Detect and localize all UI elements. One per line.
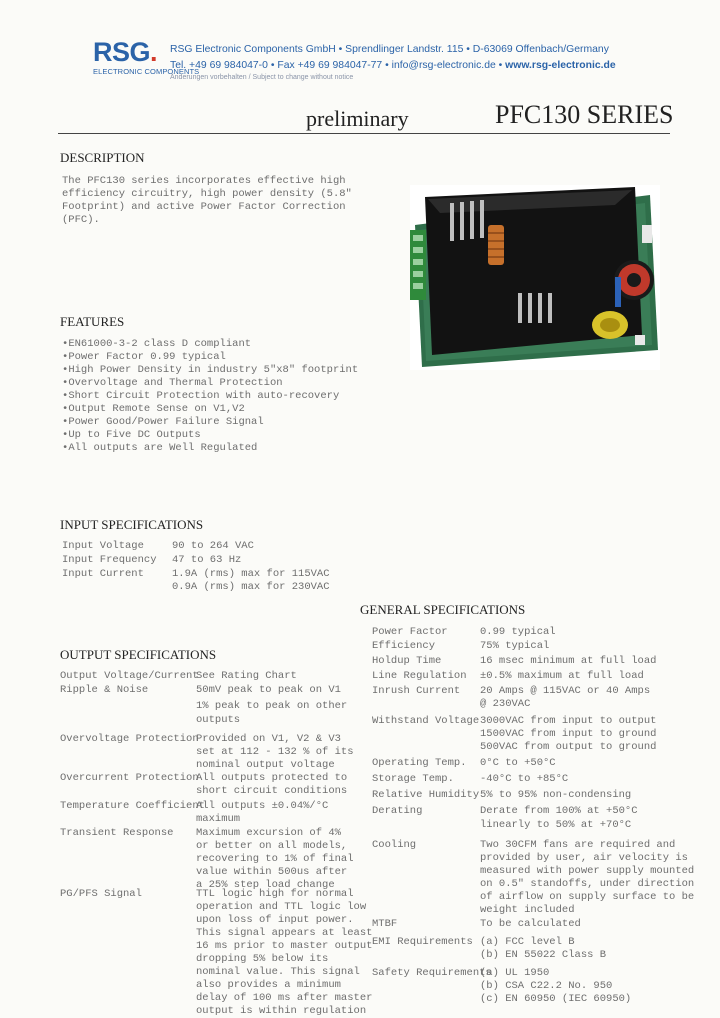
spec-label: PG/PFS Signal <box>60 888 142 900</box>
feature-item: •Overvoltage and Thermal Protection <box>62 377 283 389</box>
website-link[interactable]: www.rsg-electronic.de <box>505 60 616 71</box>
spec-label: Relative Humidity <box>372 789 480 801</box>
spec-label: EMI Requirements <box>372 936 473 948</box>
spec-label: Transient Response <box>60 827 174 839</box>
preliminary-label: preliminary <box>306 106 409 131</box>
description-line: The PFC130 series incorporates effective high <box>62 175 346 187</box>
spec-label: Storage Temp. <box>372 773 454 785</box>
logo-dot: . <box>150 37 158 67</box>
spec-value: 90 to 264 VAC <box>172 540 254 552</box>
feature-item: •Short Circuit Protection with auto-recovery <box>62 390 340 402</box>
company-address: RSG Electronic Components GmbH • Sprendlinger Landstr. 115 • D-63069 Offenbach/Germany <box>170 44 609 55</box>
spec-value: See Rating Chart <box>196 670 297 682</box>
email-link[interactable]: info@rsg-electronic.de <box>391 60 496 71</box>
contact-line: Tel. +49 69 984047-0 • Fax +49 69 984047-77 • info@rsg-electronic.de • www.rsg-electronic.de <box>170 60 616 71</box>
feature-item: •EN61000-3-2 class D compliant <box>62 338 252 350</box>
spec-label: Input Current <box>62 568 144 580</box>
product-photo <box>410 185 660 370</box>
spec-label: Overcurrent Protection <box>60 772 199 784</box>
spec-label: Temperature Coefficient <box>60 800 205 812</box>
feature-item: •Power Factor 0.99 typical <box>62 351 226 363</box>
series-title: PFC130 SERIES <box>495 100 674 129</box>
fax-number: Fax +49 69 984047-77 <box>277 60 383 71</box>
disclaimer: Änderungen vorbehalten / Subject to change without notice <box>170 74 354 81</box>
spec-value: 47 to 63 Hz <box>172 554 242 566</box>
logo-text: RSG <box>93 37 151 67</box>
spec-label: Output Voltage/Current <box>60 670 199 682</box>
spec-label: Overvoltage Protection <box>60 733 199 745</box>
spec-label: Inrush Current <box>372 685 461 697</box>
spec-label: Ripple & Noise <box>60 684 149 696</box>
output-specs-table: Output Voltage/Current See Rating Chart Ripple & Noise 50mV peak to peak on V1 1% peak to peak on other outputs Overvoltage Protection Provided on V1, V2 & V3 set at 112 - 132 % of its nominal output voltage Overcurrent Protection All outputs protected to short circuit conditions Temperature Coefficient All outputs ±0.04%/°C maximum Transient Response Maximum excursion of 4% or better on all models, recovering to 1% of final value within 500us after a 25% step load change PG/PFS Signal TTL logic high for normal operation and TTL logic low upon loss of input power. This signal appears at least 16 ms prior to master output dropping 5% below its nominal value. This signal also provides a minimum delay of 100 ms after master output is within regulation <box>60 670 373 1017</box>
features-heading: FEATURES <box>60 314 125 329</box>
spec-label: Operating Temp. <box>372 757 467 769</box>
general-specs-heading: GENERAL SPECIFICATIONS <box>360 602 526 617</box>
spec-label: Power Factor <box>372 626 448 638</box>
logo-subtitle: ELECTRONIC COMPONENTS <box>93 67 200 76</box>
description-line: Footprint) and active Power Factor Correction <box>62 201 346 213</box>
description-text <box>62 175 402 227</box>
description-line: (PFC). <box>62 214 100 226</box>
description-line: efficiency circuitry, high power density (5.8" <box>62 188 352 200</box>
spec-label: Derating <box>372 805 423 817</box>
phone-number: Tel. +49 69 984047-0 <box>170 60 268 71</box>
feature-item: •High Power Density in industry 5"x8" footprint <box>62 364 359 376</box>
header-divider <box>58 133 670 134</box>
feature-item: •All outputs are Well Regulated <box>62 442 258 454</box>
spec-label: Input Frequency <box>62 554 157 566</box>
spec-label: Line Regulation <box>372 670 467 682</box>
spec-value: 0.9A (rms) max for 230VAC <box>172 581 330 593</box>
spec-label: Input Voltage <box>62 540 144 552</box>
spec-value: 1.9A (rms) max for 115VAC <box>172 568 330 580</box>
feature-item: •Power Good/Power Failure Signal <box>62 416 264 428</box>
feature-item: •Output Remote Sense on V1,V2 <box>62 403 245 415</box>
general-specs-table: Power Factor 0.99 typical Efficiency 75% typical Holdup Time 16 msec minimum at full load Line Regulation ±0.5% maximum at full load Inrush Current 20 Amps @ 115VAC or 40 Amps @ 230VAC Withstand Voltage 3000VAC from input to output 1500VAC from input to ground 500VAC from output to ground Operating Temp. 0°C to +50°C Storage Temp. -40°C to +85°C Relative Humidity 5% to 95% non-condensing Derating Derate from 100% at +50°C linearly to 50% at +70°C Cooling Two 30CFM fans are required and provided by user, air velocity is measured with power supply mounted on 0.5" standoffs, under direction of airflow on supply surface to be weight included MTBF To be calculated EMI Requirements (a) FCC level B (b) EN 55022 Class B Safety Requirements (a) UL 1950 (b) CSA C22.2 No. 950 (c) EN 60950 (IEC 60950) <box>372 626 695 1005</box>
spec-label: Safety Requirements <box>372 967 492 979</box>
feature-item: •Up to Five DC Outputs <box>62 429 201 441</box>
spec-label: Cooling <box>372 839 417 851</box>
description-heading: DESCRIPTION <box>60 150 145 165</box>
spec-label: MTBF <box>372 918 398 930</box>
spec-label: Efficiency <box>372 640 436 652</box>
spec-label: Withstand Voltage <box>372 715 480 727</box>
output-specs-heading: OUTPUT SPECIFICATIONS <box>60 647 217 662</box>
features-list <box>62 338 402 455</box>
input-specs-heading: INPUT SPECIFICATIONS <box>60 517 204 532</box>
spec-label: Holdup Time <box>372 655 442 667</box>
